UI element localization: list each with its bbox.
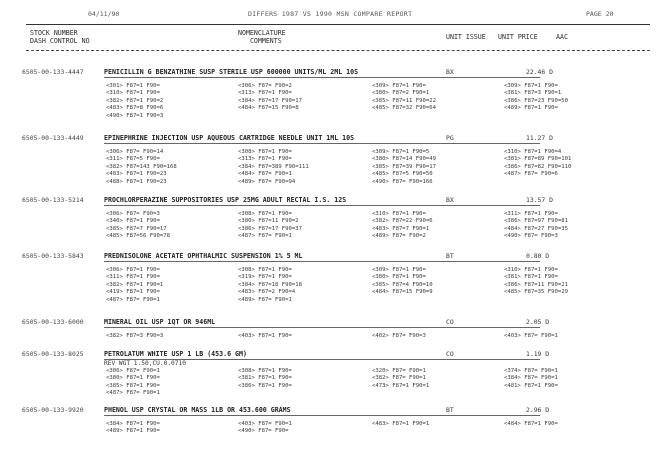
usage-code-cell: <485> F87=32 F90=64 [372,105,436,112]
usage-code-cell: <402> F87= F90=3 [372,333,426,339]
usage-code-cell: <384> F87=17 F90=17 [238,97,302,104]
header-rule-bottom [26,50,650,51]
usage-code-cell: <380> F87=1 F90= [372,274,426,281]
comment-line: REV WGT 1.50,CU.0.0710 [104,360,186,367]
usage-code-cell: <386> F87=11 F90=21 [504,281,568,288]
usage-code-cell: <310> F87=1 F90=4 [504,149,562,155]
stock-number: 6505-00-133-5843 [22,252,84,260]
unit-issue: CO [446,318,454,326]
usage-code-cell: <490> F87= F90=3 [504,233,558,240]
usage-code-cell: <309> F87=1 F90= [372,83,426,89]
stock-number: 6505-00-133-4449 [22,134,84,142]
usage-code-cell: <386> F87=97 F90=81 [504,218,568,225]
nomenclature: PROCHLORPERAZINE SUPPOSITORIES USP 25MG ADULT RECTAL I.S. 12S [104,196,347,204]
unit-issue: BT [446,406,454,414]
usage-code-cell: <483> F87=2 F90=4 [238,289,296,296]
usage-code-cell: <483> F87=1 F90=1 [372,421,430,427]
usage-code-cell: <306> F87=1 F90= [106,267,160,273]
usage-code-cell: <489> F87= F90=2 [372,233,426,240]
usage-code-cell: <484> F87=15 F90=9 [372,289,433,296]
usage-code-cell: <382> F87=1 F90=2 [106,97,164,104]
usage-code-cell: <489> F87=1 F90= [106,428,160,435]
nomenclature-underline [104,261,540,262]
usage-code-cell: <308> F87=1 F90= [238,368,292,374]
usage-code-cell: <310> F87=1 F90= [504,267,558,273]
usage-code-cell: <473> F87=1 F90=1 [372,382,430,389]
unit-price: 13.57 D [526,196,553,204]
usage-code-cell: <385> F87=39 F90=17 [372,163,436,170]
usage-code-cell: <308> F87=1 F90= [238,211,292,217]
usage-code-cell: <340> F87=1 F90= [106,218,160,225]
usage-code-cell: <485> F87=56 F90=78 [106,233,170,240]
usage-code-cell: <386> F87=82 F90=110 [504,163,572,170]
usage-code-cell: <381> F87=89 F90=101 [504,156,572,163]
report-title: DIFFERS 1987 VS 1990 MSN COMPARE REPORT [248,10,413,18]
usage-code-cell: <385> F87=4 F90=10 [372,281,433,288]
usage-code-cell: <311> F87=5 F90= [106,156,160,163]
usage-code-cell: <381> F87=1 F90= [504,274,558,281]
column-header-unit-issue: UNIT ISSUE [446,33,486,41]
usage-code-cell: <487> F87= F90=1 [238,233,292,240]
nomenclature: PHENOL USP CRYSTAL OR MASS 1LB OR 453.600 GRAMS [104,406,291,414]
usage-code-cell: <311> F87=1 F90= [504,211,558,217]
usage-code-cell: <484> F87= F90=1 [238,171,292,178]
stock-number: 6505-00-133-6000 [22,318,84,326]
usage-code-cell: <481> F87=1 F90= [504,382,558,389]
usage-code-cell: <382> F87=3 F90=3 [106,333,164,339]
nomenclature-underline [104,77,540,78]
usage-code-cell: <306> F87= F90=3 [106,211,160,217]
usage-code-cell: <306> F87= F90=2 [238,83,292,89]
usage-code-cell: <419> F87=1 F90= [106,289,160,296]
nomenclature-underline [104,327,540,328]
unit-issue: PG [446,134,454,142]
nomenclature-underline [104,205,540,206]
unit-issue: CO [446,350,454,358]
usage-code-cell: <301> F87=1 F90= [106,83,160,89]
usage-code-cell: <306> F87= F90=1 [106,368,160,374]
unit-issue: BT [446,252,454,260]
usage-code-cell: <313> F87=1 F90= [238,90,292,97]
stock-number: 6505-00-133-5214 [22,196,84,204]
usage-code-cell: <320> F87= F90=1 [372,368,426,374]
usage-code-cell: <386> F87=23 F90=50 [504,97,568,104]
usage-code-cell: <483> F87=7 F90=1 [372,225,430,232]
usage-code-cell: <385> F87=11 F90=22 [372,97,436,104]
usage-code-cell: <485> F87=5 F90=50 [372,171,433,178]
unit-price: 0.80 D [526,252,550,260]
nomenclature: MINERAL OIL USP 1QT OR 946ML [104,318,216,326]
nomenclature: PENICILLIN G BENZATHINE SUSP STERILE USP 600000 UNITS/ML 2ML 10S [104,68,359,76]
page-number: PAGE 20 [586,10,614,18]
usage-code-cell: <484> F87=15 F90=8 [238,105,299,112]
usage-code-cell: <309> F87=1 F90= [372,267,426,273]
usage-code-cell: <384> F87=18 F90=18 [238,281,302,288]
usage-code-cell: <403> F87= F90=1 [504,333,558,339]
usage-code-cell: <380> F87=14 F90=49 [372,156,436,163]
usage-code-cell: <490> F87= F90=166 [372,178,433,185]
usage-code-cell: <319> F87=1 F90= [238,274,292,281]
usage-code-cell: <487> F87= F90=6 [504,171,558,178]
header-rule-top [26,24,650,25]
usage-code-cell: <313> F87=1 F90= [238,156,292,163]
usage-code-cell: <384> F87=1 F90= [106,421,160,427]
unit-price: 22.46 D [526,68,553,76]
usage-code-cell: <381> F87=1 F90= [238,375,292,382]
stock-number: 6505-00-133-9920 [22,406,84,414]
usage-code-cell: <386> F87=17 F90=37 [238,225,302,232]
stock-number: 6505-00-133-4447 [22,68,84,76]
usage-code-cell: <382> F87=22 F90=6 [372,218,433,225]
usage-code-cell: <403> F87= F90=1 [238,421,292,427]
column-header-stock: STOCK NUMBER DASH CONTROL NO [30,29,90,45]
unit-price: 11.27 D [526,134,553,142]
usage-code-cell: <382> F87= F90=1 [372,375,426,382]
usage-code-cell: <484> F87=27 F90=35 [504,225,568,232]
unit-price: 2.05 D [526,318,550,326]
usage-code-cell: <384> F87= F90=1 [504,375,558,382]
usage-code-cell: <382> F87=1 F90=1 [106,281,164,288]
usage-code-cell: <490> F87= F90= [238,428,289,435]
unit-price: 2.96 D [526,406,550,414]
usage-code-cell: <310> F87=1 F90= [106,90,160,97]
usage-code-cell: <308> F87=1 F90= [238,267,292,273]
usage-code-cell: <382> F87=143 F90=168 [106,163,177,170]
usage-code-cell: <381> F87=3 F90=1 [504,90,562,97]
stock-number: 6505-00-133-8025 [22,350,84,358]
usage-code-cell: <311> F87=1 F90= [106,274,160,281]
usage-code-cell: <489> F87= F90=1 [238,296,292,303]
report-date: 04/11/90 [88,10,120,18]
usage-code-cell: <490> F87=1 F90=3 [106,112,164,119]
usage-code-cell: <484> F87=1 F90= [504,421,558,427]
usage-code-cell: <385> F87=1 F90= [106,382,160,389]
usage-code-cell: <483> F87=8 F90=6 [106,105,164,112]
nomenclature: EPINEPHRINE INJECTION USP AQUEOUS CARTRIDGE NEEDLE UNIT 1ML 10S [104,134,355,142]
usage-code-cell: <488> F87=1 F90=23 [106,178,167,185]
nomenclature: PREDNISOLONE ACETATE OPHTHALMIC SUSPENSION 1% 5 ML [104,252,303,260]
nomenclature-underline [104,415,540,416]
usage-code-cell: <483> F87=1 F90=23 [106,171,167,178]
usage-code-cell: <386> F87=1 F90= [238,382,292,389]
usage-code-cell: <487> F87= F90=1 [106,296,160,303]
usage-code-cell: <485> F87=35 F90=29 [504,289,568,296]
usage-code-cell: <380> F87=11 F90=2 [238,218,299,225]
usage-code-cell: <308> F87=1 F90= [238,149,292,155]
report-header [0,10,656,22]
usage-code-cell: <309> F87=1 F90= [504,83,558,89]
usage-code-cell: <310> F87=1 F90= [372,211,426,217]
usage-code-cell: <374> F87= F90=1 [504,368,558,374]
usage-code-cell: <380> F87=1 F90= [106,375,160,382]
column-header-unit-price: UNIT PRICE [498,33,538,41]
unit-issue: BX [446,68,454,76]
nomenclature-underline [104,143,540,144]
usage-code-cell: <385> F87=7 F90=17 [106,225,167,232]
usage-code-cell: <487> F87= F90=1 [106,390,160,397]
usage-code-cell: <380> F87=2 F90=1 [372,90,430,97]
unit-issue: BX [446,196,454,204]
usage-code-cell: <489> F87= F90=94 [238,178,296,185]
nomenclature: PETROLATUM WHITE USP 1 LB (453.6 GM) [104,350,247,358]
usage-code-cell: <384> F87=389 F90=111 [238,163,309,170]
usage-code-cell: <403> F87=1 F90= [238,333,292,339]
unit-price: 1.19 D [526,350,550,358]
usage-code-cell: <309> F87=1 F90=5 [372,149,430,155]
column-header-nomenclature: NOMENCLATURE COMMENTS [238,29,286,45]
column-header-aac: AAC [556,33,568,41]
usage-code-cell: <306> F87= F90=14 [106,149,164,155]
usage-code-cell: <489> F87=1 F90= [504,105,558,112]
